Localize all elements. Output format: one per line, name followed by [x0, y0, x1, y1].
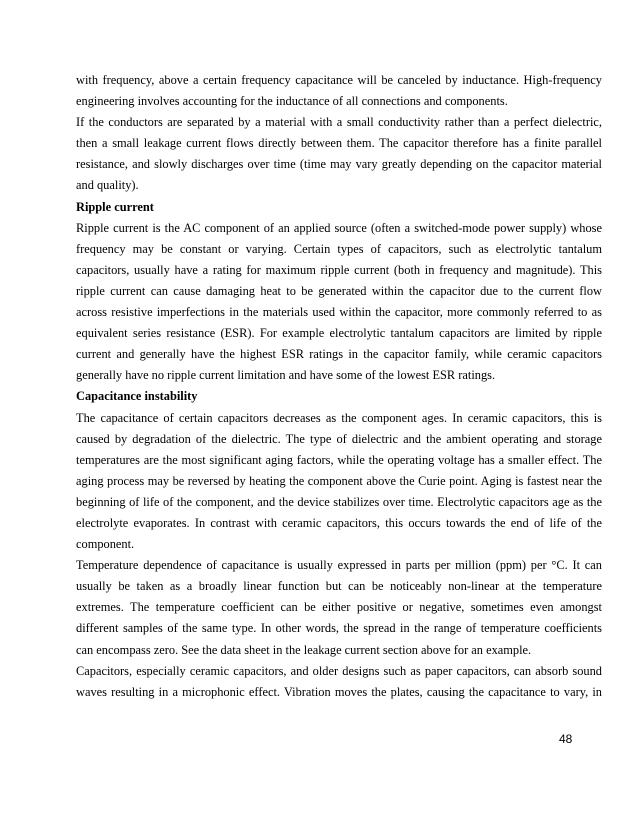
text-line: then a small leakage current flows directly between them. The capacitor therefore has a finite parallel [76, 136, 602, 151]
section-heading: Capacitance instability [76, 389, 198, 404]
text-line: Temperature dependence of capacitance is usually expressed in parts per million (ppm) per °C. It can [76, 558, 602, 573]
text-line: Ripple current is the AC component of an applied source (often a switched-mode power supply) whose [76, 220, 602, 235]
text-line: generally have no ripple current limitation and have some of the lowest ESR ratings. [76, 368, 496, 383]
text-line: capacitors, usually have a rating for maximum ripple current (both in frequency and magnitude). This [76, 262, 602, 277]
text-line: temperatures are the most significant aging factors, while the operating voltage has a smaller effect. The [76, 452, 602, 467]
text-line: caused by degradation of the dielectric. The type of dielectric and the ambient operating and storage [76, 431, 602, 446]
text-line: aging process may be reversed by heating the component above the Curie point. Aging is fastest near the [76, 473, 602, 488]
text-line: Capacitors, especially ceramic capacitors, and older designs such as paper capacitors, can absorb sound [76, 663, 602, 678]
document-body [76, 70, 602, 703]
text-line: engineering involves accounting for the inductance of all connections and components. [76, 94, 508, 109]
text-line: waves resulting in a microphonic effect. Vibration moves the plates, causing the capacitance to vary, in [76, 684, 602, 699]
text-line: can encompass zero. See the data sheet in the leakage current section above for an example. [76, 642, 532, 657]
text-line: and quality). [76, 178, 139, 193]
text-line: The capacitance of certain capacitors decreases as the component ages. In ceramic capacitors, this is [76, 410, 602, 425]
section-heading: Ripple current [76, 199, 154, 214]
text-line: different samples of the same type. In other words, the spread in the range of temperature coefficients [76, 621, 602, 636]
text-line: with frequency, above a certain frequency capacitance will be canceled by inductance. High-frequency [76, 73, 602, 87]
text-line: If the conductors are separated by a material with a small conductivity rather than a perfect dielectric, [76, 115, 602, 130]
text-line: usually be taken as a broadly linear function but can be noticeably non-linear at the temperature [76, 579, 602, 594]
text-line: electrolyte evaporates. In contrast with ceramic capacitors, this occurs towards the end of life of the [76, 515, 602, 530]
text-line: current and generally have the highest ESR ratings in the capacitor family, while ceramic capacitors [76, 347, 602, 362]
text-line: across resistive imperfections in the materials used within the capacitor, more commonly referred to as [76, 305, 602, 320]
text-line: beginning of life of the component, and the device stabilizes over time. Electrolytic capacitors age as the [76, 494, 602, 509]
text-line: extremes. The temperature coefficient can be either positive or negative, sometimes even amongst [76, 600, 602, 615]
text-line: resistance, and slowly discharges over time (time may vary greatly depending on the capacitor material [76, 157, 602, 172]
text-line: ripple current can cause damaging heat to be generated within the capacitor due to the current flow [76, 283, 602, 298]
text-line: equivalent series resistance (ESR). For example electrolytic tantalum capacitors are limited by ripple [76, 326, 602, 341]
text-line: frequency may be constant or varying. Certain types of capacitors, such as electrolytic tantalum [76, 241, 602, 256]
page-number: 48 [559, 732, 573, 746]
text-line: component. [76, 537, 135, 552]
